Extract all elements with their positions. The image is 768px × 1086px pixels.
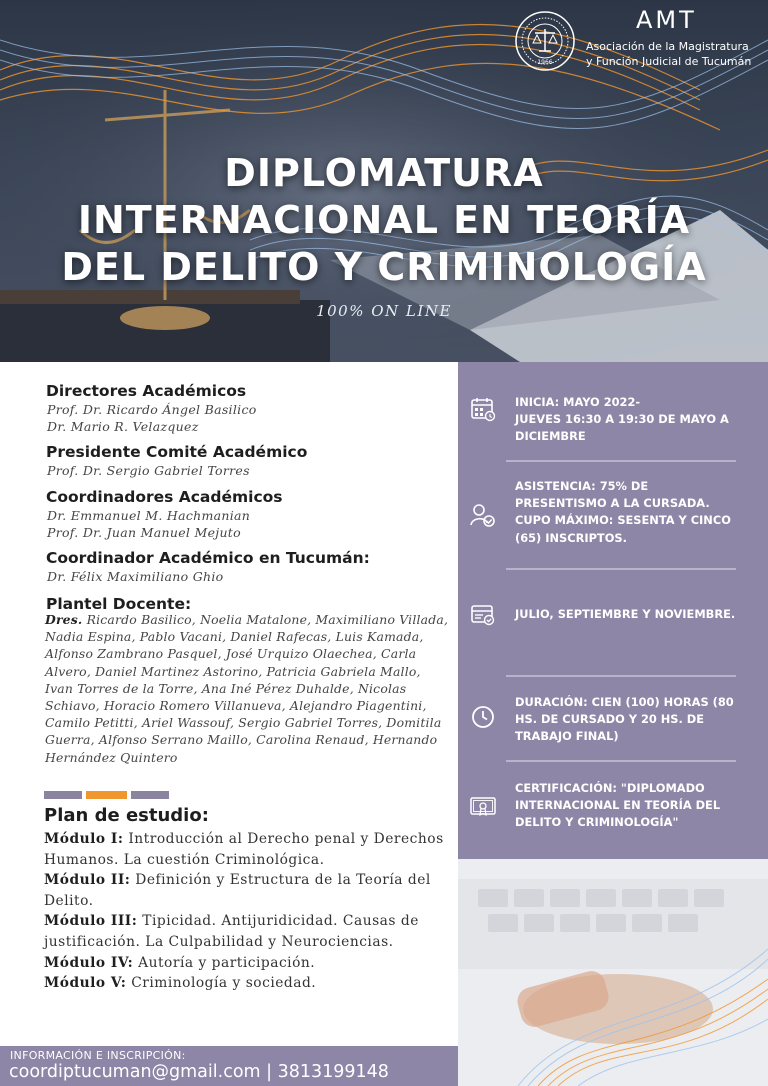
logo-abbreviation: AMT — [636, 6, 697, 34]
module-text: Autoría y participación. — [133, 954, 316, 971]
clock-icon — [470, 704, 496, 730]
user-check-icon — [470, 502, 496, 528]
info-line: INICIA: MAYO 2022- — [515, 395, 641, 409]
panel-separator — [506, 460, 736, 462]
module-item — [44, 953, 449, 974]
plantel-prefix: Dres. — [45, 612, 83, 627]
module-item — [44, 973, 449, 994]
info-text — [515, 694, 755, 746]
module-text: Introducción al Derecho penal y Derechos Humanos. La cuestión Criminológica. — [44, 831, 444, 868]
panel-separator — [506, 675, 736, 677]
module-label: Módulo III: — [44, 913, 138, 930]
info-text — [515, 478, 755, 547]
coordinador-tucuman-name: Dr. Félix Maximiliano Ghio — [47, 569, 224, 584]
divider-bar-gray — [44, 791, 82, 799]
main-title — [0, 150, 768, 291]
info-line: INTERNACIONAL EN TEORÍA DEL — [515, 798, 721, 813]
org-name-line-1: Asociación de la Magistratura — [586, 40, 749, 53]
module-text: Criminología y sociedad. — [126, 975, 317, 992]
directores-heading: Directores Académicos — [46, 382, 247, 400]
presidente-name: Prof. Dr. Sergio Gabriel Torres — [47, 463, 250, 478]
info-line: JUEVES 16:30 A 19:30 DE MAYO A — [515, 412, 729, 427]
coordinadores-heading: Coordinadores Académicos — [46, 488, 283, 506]
contact-email-phone[interactable]: coordiptucuman@gmail.com | 3813199148 — [9, 1062, 389, 1082]
module-text: Tipicidad. Antijuridicidad. Causas de justificación. La Culpabilidad y Neurociencias. — [44, 913, 419, 950]
module-label: Módulo II: — [44, 872, 131, 889]
info-panel — [458, 362, 768, 859]
coordinador-name: Prof. Dr. Juan Manuel Mejuto — [47, 525, 241, 540]
module-label: Módulo IV: — [44, 954, 134, 971]
module-item — [44, 911, 449, 952]
divider-bar-orange — [86, 791, 127, 799]
title-line-3: DEL DELITO Y CRIMINOLOGÍA — [61, 245, 707, 289]
info-line: (65) INSCRIPTOS. — [515, 530, 627, 545]
amt-seal-logo — [514, 10, 576, 72]
plan-modules — [44, 829, 449, 994]
module-item — [44, 829, 449, 870]
plantel-docente-list — [45, 611, 450, 766]
info-line: DURACIÓN: CIEN (100) HORAS (80 — [515, 695, 734, 709]
info-line: DELITO Y CRIMINOLOGÍA" — [515, 815, 679, 830]
info-line: CERTIFICACIÓN: "DIPLOMADO — [515, 781, 705, 795]
presidente-heading: Presidente Comité Académico — [46, 443, 308, 461]
footer-label: INFORMACIÓN E INSCRIPCIÓN: — [10, 1049, 186, 1062]
info-text — [515, 780, 755, 832]
info-line: PRESENTISMO A LA CURSADA. — [515, 496, 710, 511]
calendar-icon — [470, 396, 496, 422]
subtitle-online: 100% ON LINE — [316, 302, 452, 320]
info-line: CUPO MÁXIMO: SESENTA Y CINCO — [515, 513, 731, 528]
panel-separator — [506, 568, 736, 570]
plantel-heading: Plantel Docente: — [46, 595, 192, 613]
coordinador-name: Dr. Emmanuel M. Hachmanian — [47, 508, 251, 523]
org-name-line-2: y Función Judicial de Tucumán — [586, 55, 752, 68]
plan-heading: Plan de estudio: — [44, 805, 209, 826]
logo-seal-year: 1966 — [537, 59, 553, 66]
module-item — [44, 870, 449, 911]
gavel-photo — [458, 859, 768, 1086]
hero-banner — [0, 0, 768, 362]
info-text — [515, 606, 755, 623]
title-line-1: DIPLOMATURA — [224, 151, 544, 195]
panel-separator — [506, 760, 736, 762]
divider-bar-gray — [131, 791, 169, 799]
info-line: DICIEMBRE — [515, 429, 586, 444]
plantel-names: Ricardo Basilico, Noelia Matalone, Maximiliano Villada, Nadia Espina, Pablo Vacani, Daniel Rafecas, Luis Kamada, Alfonso Zambrano Pasquel, José Urquizo Olaechea, Carla Alvero, Daniel Martinez Astorino, Patricia Gabriela Mallo, Ivan Torres de la Torre, Ana Iné Pérez Duhalde, Nicolas Schiavo, Horacio Romero Villanueva, Alejandro Piagentini, Camilo Petitti, Ariel Wassouf, Sergio Gabriel Torres, Domitila Guerra, Alfonso Serrano Maillo, Carolina Renaud, Hernando Hernández Quintero — [45, 612, 449, 765]
footer-contact-bar — [0, 1046, 458, 1086]
info-line: TRABAJO FINAL) — [515, 729, 619, 744]
director-name: Prof. Dr. Ricardo Ángel Basilico — [47, 402, 257, 417]
module-text: Definición y Estructura de la Teoría del Delito. — [44, 872, 431, 909]
info-text — [515, 394, 755, 446]
director-name: Dr. Mario R. Velazquez — [47, 419, 199, 434]
info-line: JULIO, SEPTIEMBRE Y NOVIEMBRE. — [515, 607, 736, 621]
info-line: ASISTENCIA: 75% DE — [515, 479, 649, 493]
module-label: Módulo I: — [44, 831, 124, 847]
exam-calendar-icon — [470, 602, 496, 628]
decorative-photo-gavel — [458, 859, 768, 1086]
certificate-icon — [470, 794, 496, 820]
coordinador-tucuman-heading: Coordinador Académico en Tucumán: — [46, 549, 370, 567]
title-line-2: INTERNACIONAL EN TEORÍA — [77, 198, 691, 242]
info-line: HS. DE CURSADO Y 20 HS. DE — [515, 712, 705, 727]
module-label: Módulo V: — [44, 975, 127, 992]
